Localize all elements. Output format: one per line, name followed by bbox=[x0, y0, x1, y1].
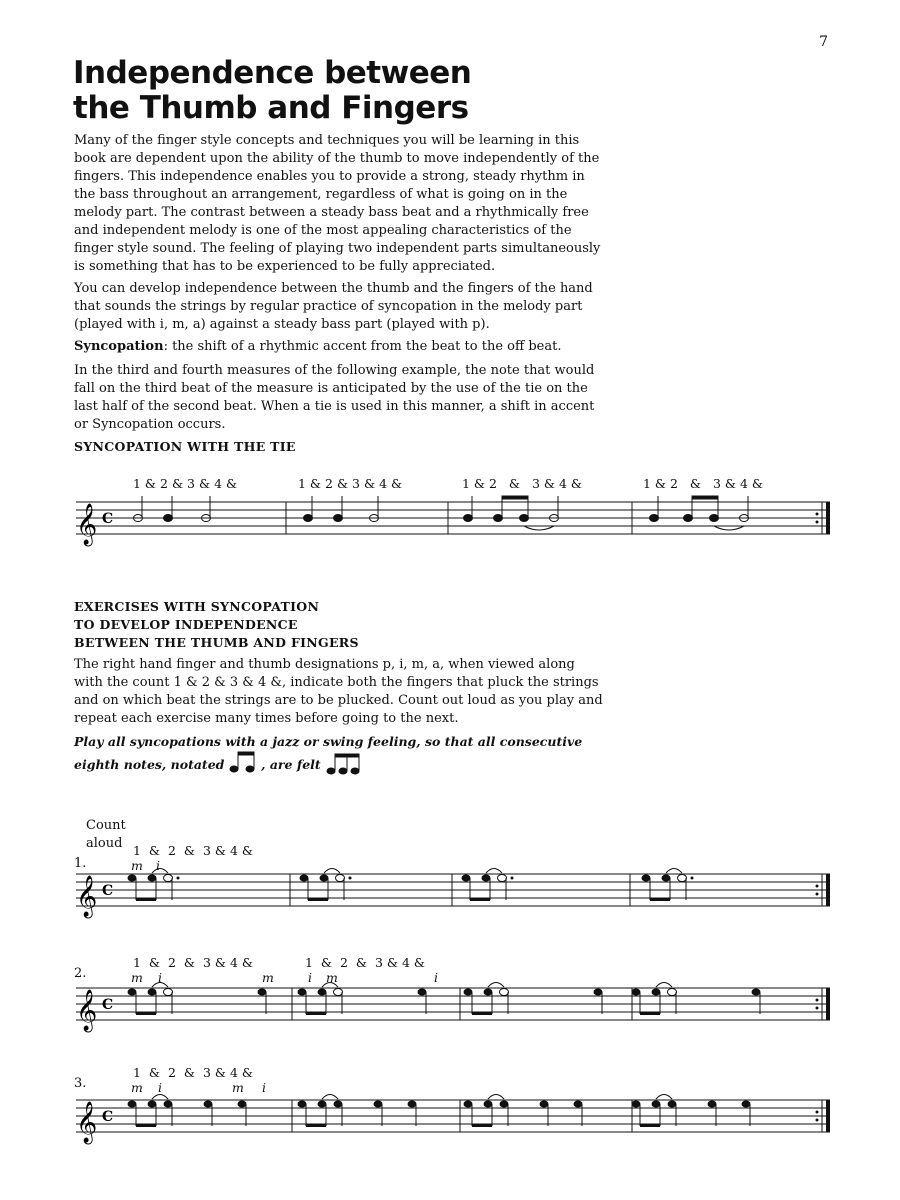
title-line-1: Independence between bbox=[73, 55, 472, 91]
treble-clef-icon: 𝄞 bbox=[76, 504, 98, 545]
count-aloud-line-2: aloud bbox=[86, 836, 123, 851]
heading-exercises-line-2: TO DEVELOP INDEPENDENCE bbox=[74, 617, 298, 632]
eighth-notes-icon bbox=[229, 751, 257, 773]
swing-note-text-b: , are felt bbox=[261, 757, 321, 772]
swing-note-line-2 bbox=[74, 751, 594, 779]
exercise-2-counts-a: 1 & 2 & 3 & 4 & bbox=[133, 955, 254, 970]
svg-text:C: C bbox=[102, 883, 114, 899]
exercise-3-number: 3. bbox=[74, 1076, 87, 1091]
tie-explanation-paragraph: In the third and fourth measures of the following example, the note that would fall on the third beat of the measure is anticipated by the use of the tie on the last half of the second beat. When a tie is used in this manner, a shift in accent or Syncopation occurs. bbox=[74, 363, 595, 432]
syncopation-definition-text: : the shift of a rhythmic accent from the beat to the off beat. bbox=[163, 339, 562, 354]
exercise-2-finger-4: i bbox=[308, 970, 312, 985]
tie-count-m4: 1 & 2 & 3 & 4 & bbox=[643, 476, 764, 491]
exercise-3-finger-3: m bbox=[232, 1080, 244, 1095]
exercise-2-finger-1: m bbox=[131, 970, 143, 985]
heading-exercises-line-3: BETWEEN THE THUMB AND FINGERS bbox=[74, 635, 359, 650]
svg-text:C: C bbox=[102, 997, 114, 1013]
heading-syncopation-tie: SYNCOPATION WITH THE TIE bbox=[74, 439, 296, 454]
page-number: 7 bbox=[819, 34, 828, 50]
exercise-1-finger-i: i bbox=[156, 858, 160, 873]
exercise-3-counts: 1 & 2 & 3 & 4 & bbox=[133, 1065, 254, 1080]
exercise-3-staff bbox=[76, 1094, 836, 1144]
page-title bbox=[73, 56, 471, 126]
treble-clef-icon: 𝄞 bbox=[76, 876, 98, 917]
tie-example-staff bbox=[76, 496, 836, 546]
exercise-2-finger-6: i bbox=[434, 970, 438, 985]
title-line-2: the Thumb and Fingers bbox=[73, 90, 469, 126]
exercise-2-counts-b: 1 & 2 & 3 & 4 & bbox=[305, 955, 426, 970]
exercise-3-finger-1: m bbox=[131, 1080, 143, 1095]
treble-clef-icon: 𝄞 bbox=[76, 1102, 98, 1143]
tie-count-m2: 1 & 2 & 3 & 4 & bbox=[298, 476, 403, 491]
swing-triplet-icon bbox=[325, 751, 361, 779]
exercise-1-number: 1. bbox=[74, 856, 87, 871]
exercise-3-finger-2: i bbox=[158, 1080, 162, 1095]
swing-note-line-1: Play all syncopations with a jazz or swing feeling, so that all consecutive bbox=[74, 734, 583, 749]
exercise-2-finger-3: m bbox=[262, 970, 274, 985]
svg-text:C: C bbox=[102, 511, 114, 527]
intro-paragraph: Many of the finger style concepts and techniques you will be learning in this book are dependent upon the ability of the thumb to move independently of the fingers. This independence enables you to provide a strong, steady rhythm in the bass throughout an arrangement, regardless of what is going on in the melody part. The contrast between a steady bass beat and a rhythmically free and independent melody is one of the most appealing characteristics of the finger style sound. The feeling of playing two independent parts simultaneously is something that has to be experienced to be fully appreciated. bbox=[74, 133, 601, 274]
count-aloud-line-1: Count bbox=[86, 818, 126, 833]
independence-paragraph: You can develop independence between the thumb and the fingers of the hand that sounds the strings by regular practice of syncopation in the melody part (played with i, m, a) against a steady bass part (played with p). bbox=[74, 281, 593, 332]
exercise-1-finger-m: m bbox=[131, 858, 143, 873]
heading-exercises bbox=[74, 598, 359, 652]
exercise-3-finger-4: i bbox=[262, 1080, 266, 1095]
treble-clef-icon: 𝄞 bbox=[76, 990, 98, 1031]
exercise-1-counts: 1 & 2 & 3 & 4 & bbox=[133, 843, 254, 858]
exercise-2-staff bbox=[76, 982, 836, 1032]
count-aloud-label bbox=[86, 817, 126, 853]
tie-count-m1: 1 & 2 & 3 & 4 & bbox=[133, 476, 238, 491]
heading-exercises-line-1: EXERCISES WITH SYNCOPATION bbox=[74, 599, 320, 614]
syncopation-definition bbox=[74, 338, 604, 356]
tie-count-m3: 1 & 2 & 3 & 4 & bbox=[462, 476, 583, 491]
exercise-2-finger-5: m bbox=[326, 970, 338, 985]
swing-note-text-a: eighth notes, notated bbox=[74, 757, 225, 772]
exercise-2-number: 2. bbox=[74, 966, 87, 981]
svg-text:C: C bbox=[102, 1109, 114, 1125]
designations-paragraph: The right hand finger and thumb designations p, i, m, a, when viewed along with the count 1 & 2 & 3 & 4 &, indicate both the fingers that pluck the strings and on which beat the strings are to be plucked. Count out loud as you play and repeat each exercise many times before going to the next. bbox=[74, 657, 603, 726]
exercise-1-staff bbox=[76, 868, 836, 918]
syncopation-term: Syncopation bbox=[74, 339, 164, 354]
exercise-2-finger-2: i bbox=[158, 970, 162, 985]
